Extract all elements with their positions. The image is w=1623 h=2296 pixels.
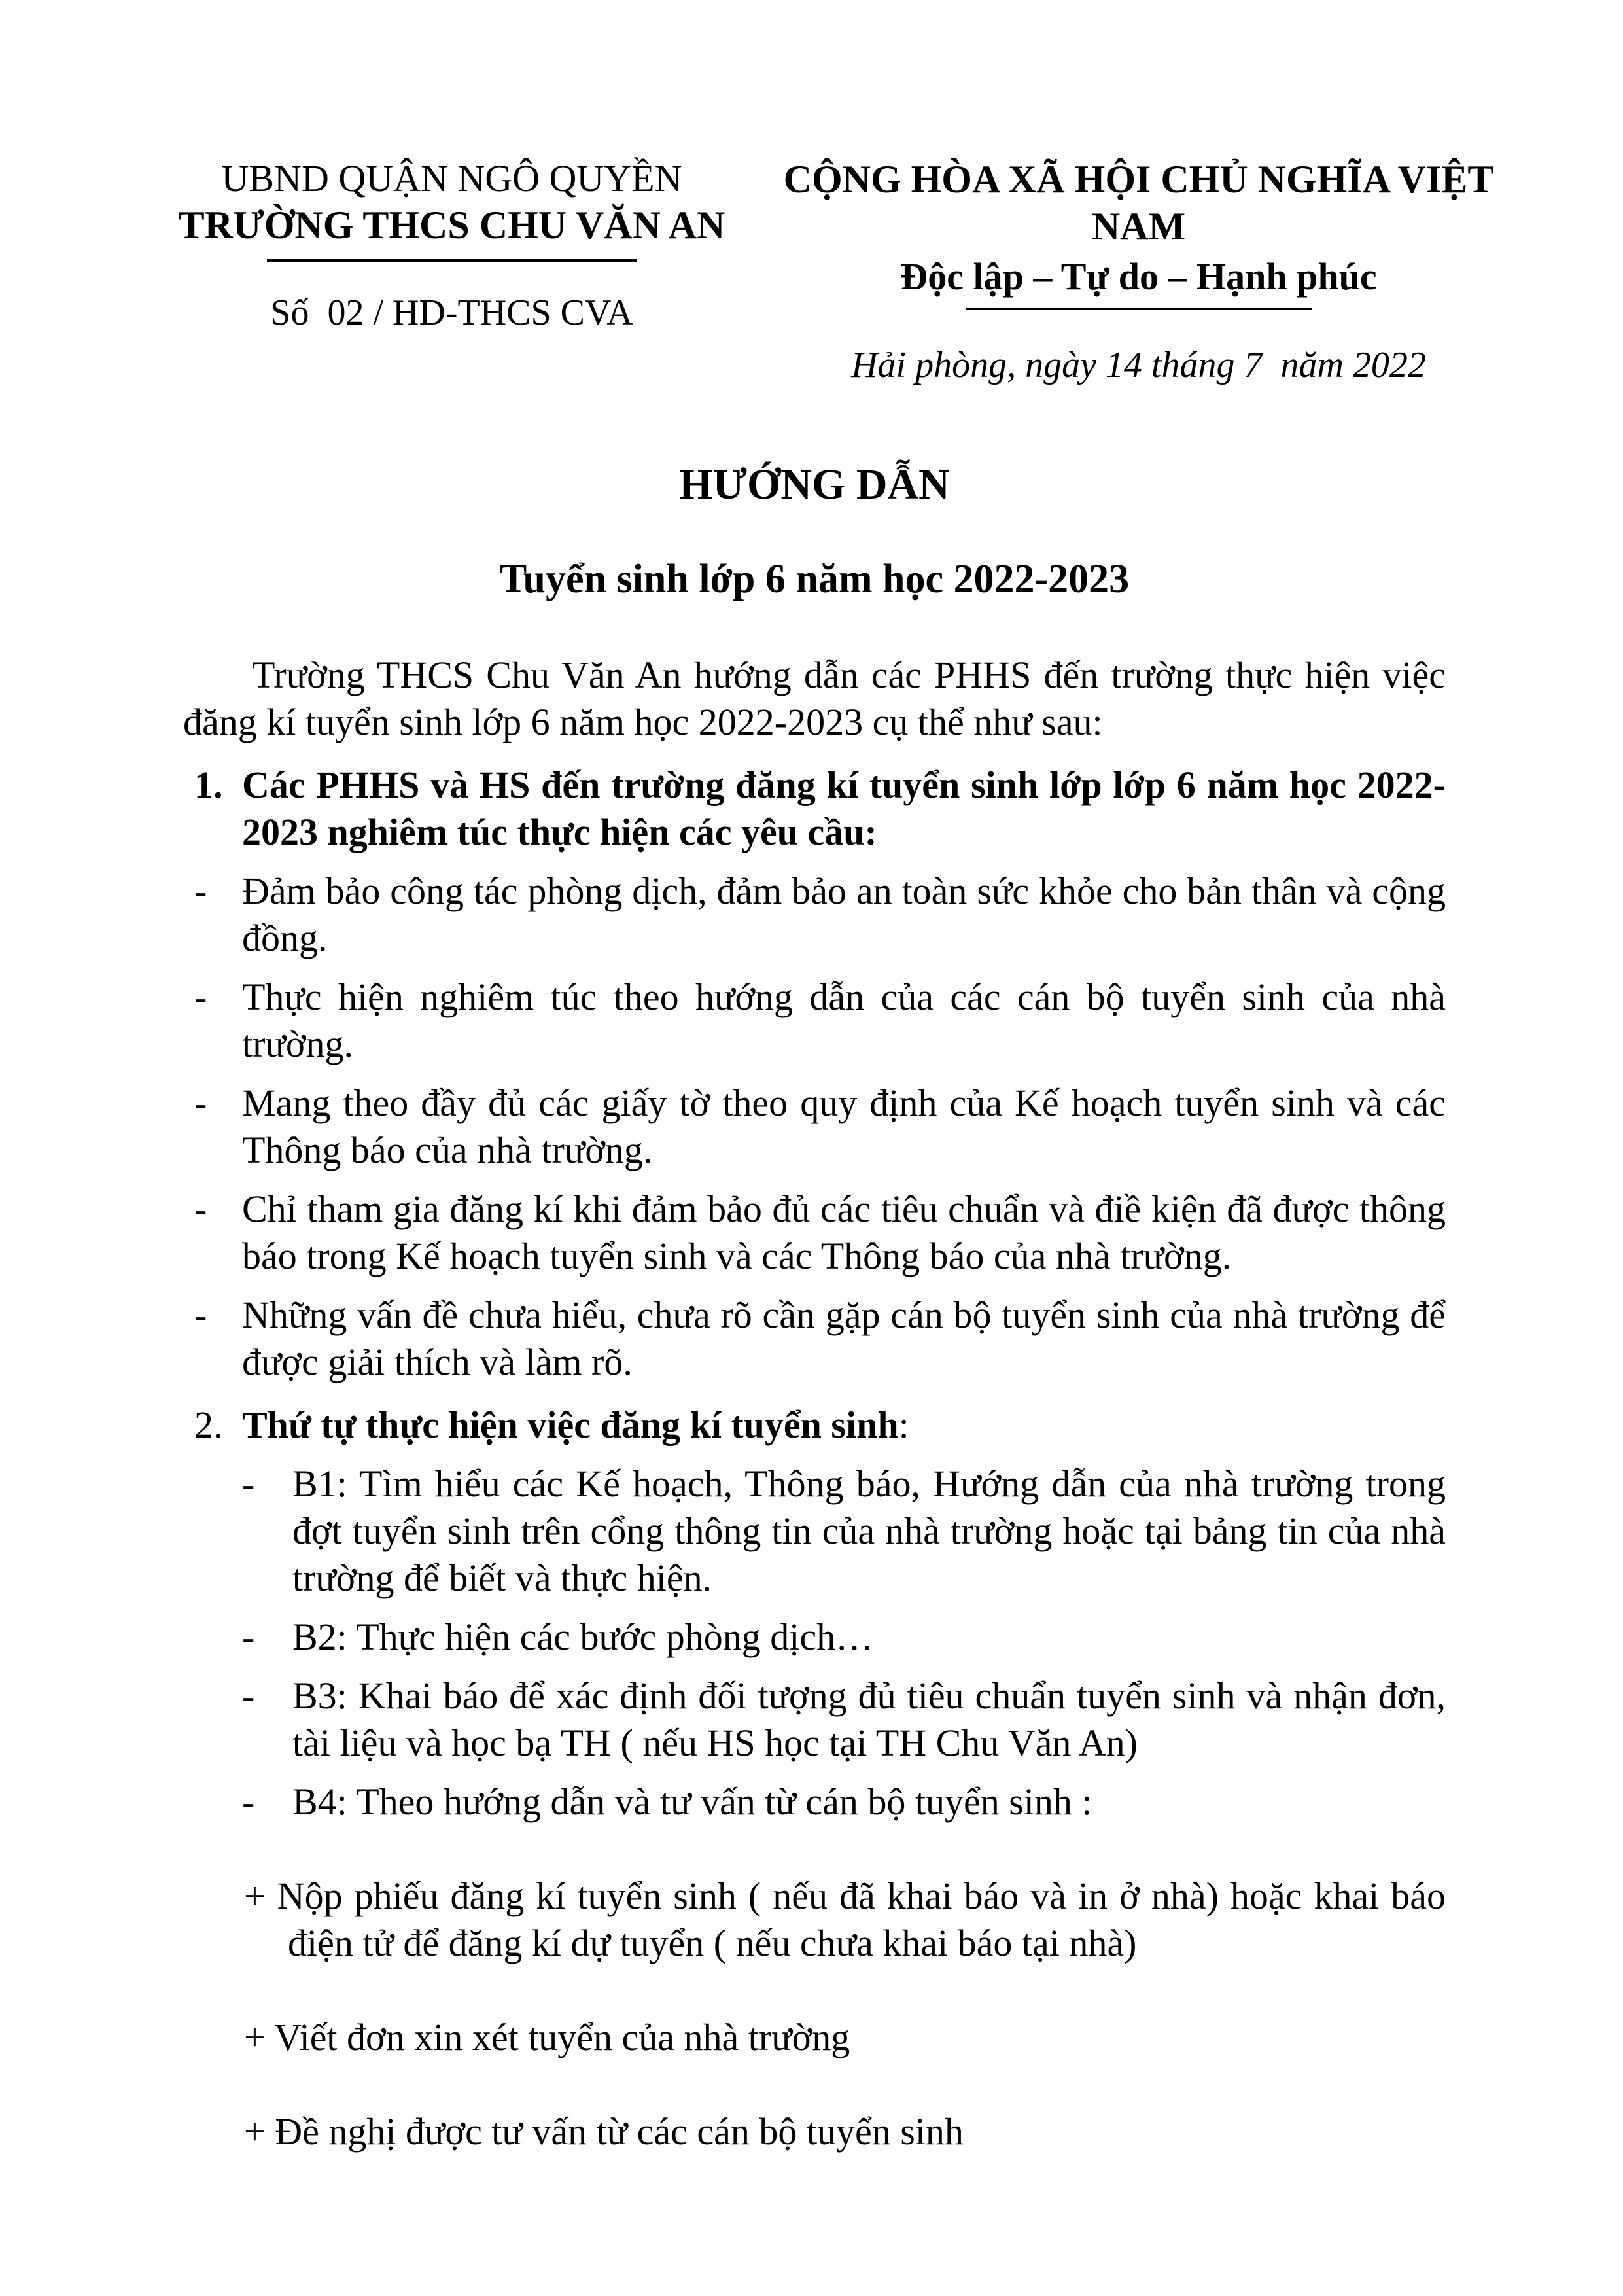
section-1-number: 1. bbox=[194, 764, 223, 806]
authority-school-name: TRƯỜNG THCS CHU VĂN AN bbox=[178, 203, 725, 247]
dash-marker: - bbox=[242, 1674, 255, 1717]
list-item bbox=[183, 868, 1446, 962]
national-motto-block bbox=[764, 156, 1513, 386]
substep-item-text: Đề nghị được tư vấn từ các cán bộ tuyển sinh bbox=[265, 2110, 964, 2153]
list-item-text: Chỉ tham gia đăng kí khi đảm bảo đủ các tiêu chuẩn và điề kiện đã được thông báo trong Kế hoạch tuyển sinh và các Thông báo của nhà trường. bbox=[242, 1188, 1446, 1277]
place-date-line: Hải phòng, ngày 14 tháng 7 năm 2022 bbox=[851, 345, 1426, 385]
dash-marker: - bbox=[242, 1616, 255, 1658]
national-motto: Độc lập – Tự do – Hạnh phúc bbox=[900, 255, 1377, 298]
section-2-steps-list bbox=[183, 1460, 1446, 1826]
dash-marker: - bbox=[242, 1462, 255, 1505]
motto-underline bbox=[966, 308, 1312, 310]
authority-underline bbox=[267, 259, 637, 262]
issuing-authority-block bbox=[175, 156, 728, 334]
section-2-number: 2. bbox=[194, 1404, 223, 1446]
document-subtitle: Tuyển sinh lớp 6 năm học 2022-2023 bbox=[499, 557, 1130, 601]
substep-item bbox=[183, 2108, 1446, 2155]
section-1-heading bbox=[183, 762, 1446, 856]
intro-paragraph: Trường THCS Chu Văn An hướng dẫn các PHHS đến trường thực hiện việc đăng kí tuyển sinh lớp 6 năm học 2022-2023 cụ thể như sau: bbox=[183, 654, 1446, 743]
substep-item bbox=[183, 2014, 1446, 2061]
section-2-heading bbox=[183, 1402, 1446, 1449]
list-item bbox=[183, 1186, 1446, 1280]
dash-marker: - bbox=[194, 1082, 207, 1124]
dash-marker: - bbox=[194, 1294, 207, 1336]
substep-item-text: Nộp phiếu đăng kí tuyển sinh ( nếu đã khai báo và in ở nhà) hoặc khai báo điện tử để đăng kí dự tuyển ( nếu chưa khai báo tại nhà) bbox=[265, 1875, 1446, 1964]
document-title: HƯỚNG DẪN bbox=[679, 461, 950, 508]
list-item bbox=[183, 1292, 1446, 1386]
step-item-text: B1: Tìm hiểu các Kế hoạch, Thông báo, Hướng dẫn của nhà trường trong đợt tuyển sinh trên cổng thông tin của nhà trường hoặc tại bảng tin của nhà trường để biết và thực hiện. bbox=[292, 1462, 1446, 1599]
list-item-text: Mang theo đầy đủ các giấy tờ theo quy định của Kế hoạch tuyển sinh và các Thông báo của nhà trường. bbox=[242, 1082, 1446, 1171]
step-item bbox=[183, 1778, 1446, 1826]
section-1-requirements-list bbox=[183, 868, 1446, 1386]
step-item bbox=[183, 1614, 1446, 1661]
document-number: Số 02 / HD-THCS CVA bbox=[270, 292, 633, 333]
dash-marker: - bbox=[194, 976, 207, 1018]
step-item-text: B3: Khai báo để xác định đối tượng đủ tiêu chuẩn tuyển sinh và nhận đơn, tài liệu và học bạ TH ( nếu HS học tại TH Chu Văn An) bbox=[292, 1674, 1446, 1764]
step-item bbox=[183, 1460, 1446, 1602]
plus-marker: + bbox=[244, 2110, 266, 2153]
section-2-heading-bold: Thứ tự thực hiện việc đăng kí tuyển sinh bbox=[242, 1404, 899, 1446]
list-item-text: Thực hiện nghiêm túc theo hướng dẫn của các cán bộ tuyển sinh của nhà trường. bbox=[242, 976, 1446, 1065]
step-item-text: B4: Theo hướng dẫn và tư vấn từ cán bộ tuyển sinh : bbox=[292, 1780, 1092, 1823]
list-item-text: Đảm bảo công tác phòng dịch, đảm bảo an toàn sức khỏe cho bản thân và cộng đồng. bbox=[242, 870, 1446, 959]
section-1-heading-text: Các PHHS và HS đến trường đăng kí tuyển sinh lớp lớp 6 năm học 2022-2023 nghiêm túc thực hiện các yêu cầu: bbox=[242, 764, 1446, 853]
plus-marker: + bbox=[244, 1875, 266, 1917]
list-item-text: Những vấn đề chưa hiểu, chưa rõ cần gặp cán bộ tuyển sinh của nhà trường để được giải thích và làm rõ. bbox=[242, 1294, 1446, 1383]
dash-marker: - bbox=[194, 1188, 207, 1230]
dash-marker: - bbox=[242, 1780, 255, 1823]
section-2-heading-text bbox=[242, 1402, 1446, 1449]
step-item bbox=[183, 1672, 1446, 1767]
dash-marker: - bbox=[194, 870, 207, 912]
plus-marker: + bbox=[244, 2016, 266, 2058]
national-title: CỘNG HÒA XÃ HỘI CHỦ NGHĨA VIỆT NAM bbox=[783, 158, 1504, 248]
substep-item-text: Viết đơn xin xét tuyển của nhà trường bbox=[265, 2016, 850, 2058]
substep-item bbox=[183, 1873, 1446, 1967]
list-item bbox=[183, 974, 1446, 1068]
section-2-substeps-list bbox=[183, 1873, 1446, 2155]
step-item-text: B2: Thực hiện các bước phòng dịch… bbox=[292, 1616, 874, 1658]
authority-parent-name: UBND QUẬN NGÔ QUYỀN bbox=[221, 157, 682, 200]
section-2-heading-colon: : bbox=[898, 1404, 909, 1446]
list-item bbox=[183, 1080, 1446, 1174]
